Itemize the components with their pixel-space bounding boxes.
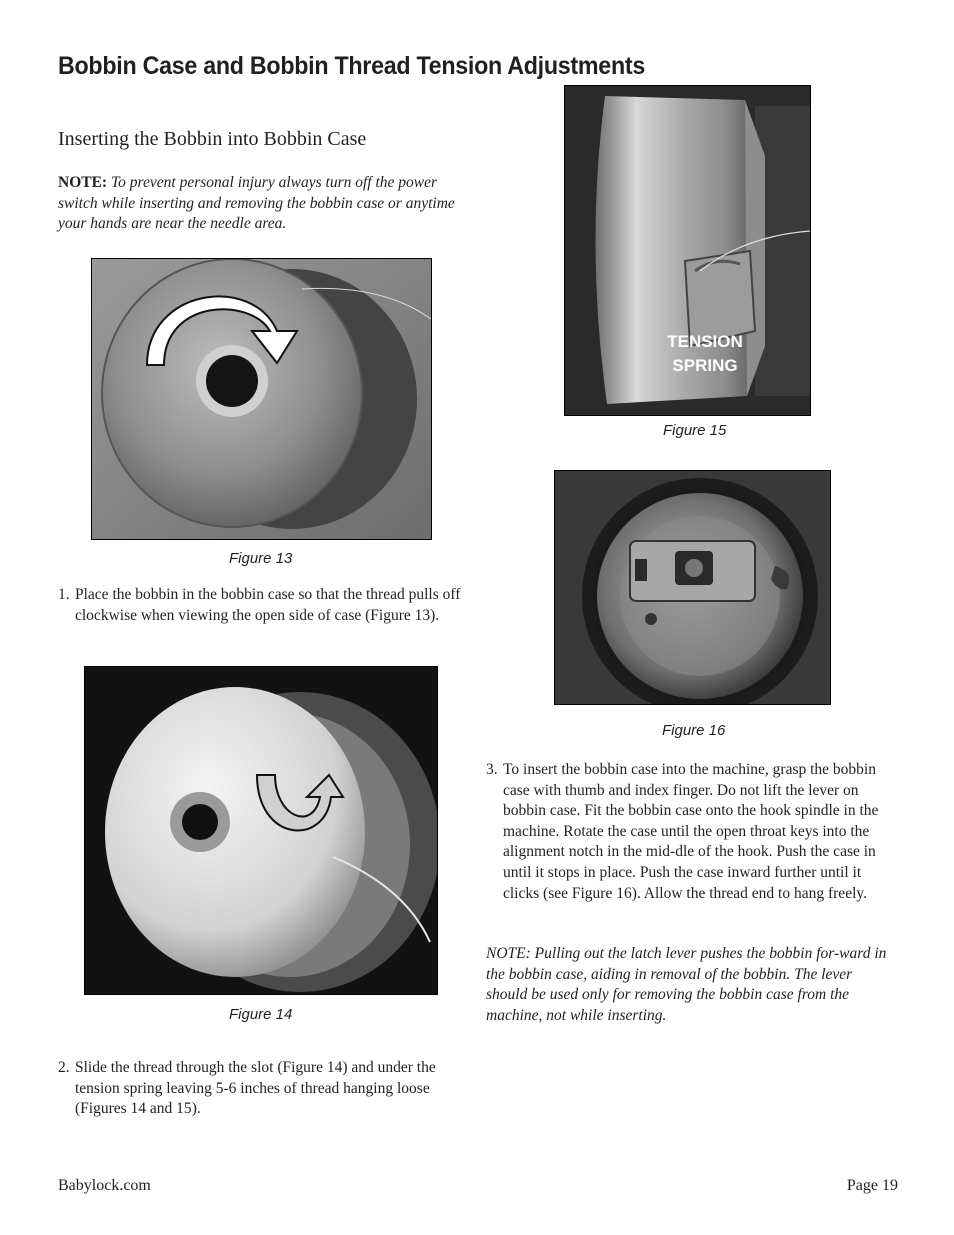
step-2-figure-ref-2: Figures 14 and 15 [80, 1100, 192, 1118]
note-label: NOTE: [58, 174, 108, 191]
section-subheading: Inserting the Bobbin into Bobbin Case [58, 128, 367, 150]
step-3-figure-ref: Figure 16 [571, 884, 632, 902]
figure-14-image [84, 666, 438, 995]
latch-lever-note [486, 944, 894, 1026]
step-1-text-a: Place the bobbin in the bobbin case so that the thread pulls off clockwise when viewing the open side of case ( [75, 586, 461, 624]
note2-label: NOTE: [486, 945, 531, 962]
figure-16-caption: Figure 16 [662, 722, 726, 739]
step-1-number: 1. [58, 586, 70, 603]
step-2-text-c: ). [191, 1100, 201, 1118]
figure-14-caption: Figure 14 [229, 1006, 293, 1023]
step-2-number: 2. [58, 1059, 70, 1076]
step-2 [58, 1058, 470, 1120]
tension-spring-label [664, 330, 746, 378]
step-2-text-a: Slide the thread through the slot ( [75, 1059, 283, 1076]
step-3-number: 3. [486, 761, 498, 778]
tension-label-line1: TENSION [667, 332, 743, 351]
step-3 [486, 760, 894, 904]
tension-label-line2: SPRING [672, 356, 738, 375]
footer-page-number: Page 19 [846, 1177, 898, 1194]
step-1-text-b: ). [430, 606, 440, 624]
figure-13-image [91, 258, 432, 540]
step-2-figure-ref-1: Figure 14 [282, 1059, 343, 1076]
step-3-text-b: ). Allow the thread end to hang freely. [631, 884, 867, 902]
footer-site: Babylock.com [58, 1177, 151, 1194]
note2-text: Pulling out the latch lever pushes the bobbin for-ward in the bobbin case, aiding in removal of the bobbin. The lever should be used only for removing the bobbin case from the machine, not while inserting. [486, 945, 887, 1024]
step-2-text-b: ) and under the tension spring leaving 5-6 inches of thread hanging loose ( [75, 1059, 436, 1118]
figure-16-image [554, 470, 831, 705]
safety-note [58, 173, 458, 235]
page-title: Bobbin Case and Bobbin Thread Tension Adjustments [58, 52, 645, 80]
step-1-figure-ref: Figure 13 [370, 606, 431, 624]
note-text: To prevent personal injury always turn off the power switch while inserting and removing the bobbin case or anytime your hands are near the needle area. [58, 174, 455, 233]
figure-13-caption: Figure 13 [229, 550, 293, 567]
figure-15-caption: Figure 15 [663, 422, 727, 439]
step-1 [58, 585, 468, 626]
step-3-text-a: To insert the bobbin case into the machine, grasp the bobbin case with thumb and index finger. Do not lift the lever on bobbin case. Fit the bobbin case onto the hook spindle in the machine. Rotate the case until the open throat keys into the alignment notch in the mid-dle of the hook. Push the case in until it stops in place. Push the case inward further until it clicks (see [503, 761, 879, 902]
